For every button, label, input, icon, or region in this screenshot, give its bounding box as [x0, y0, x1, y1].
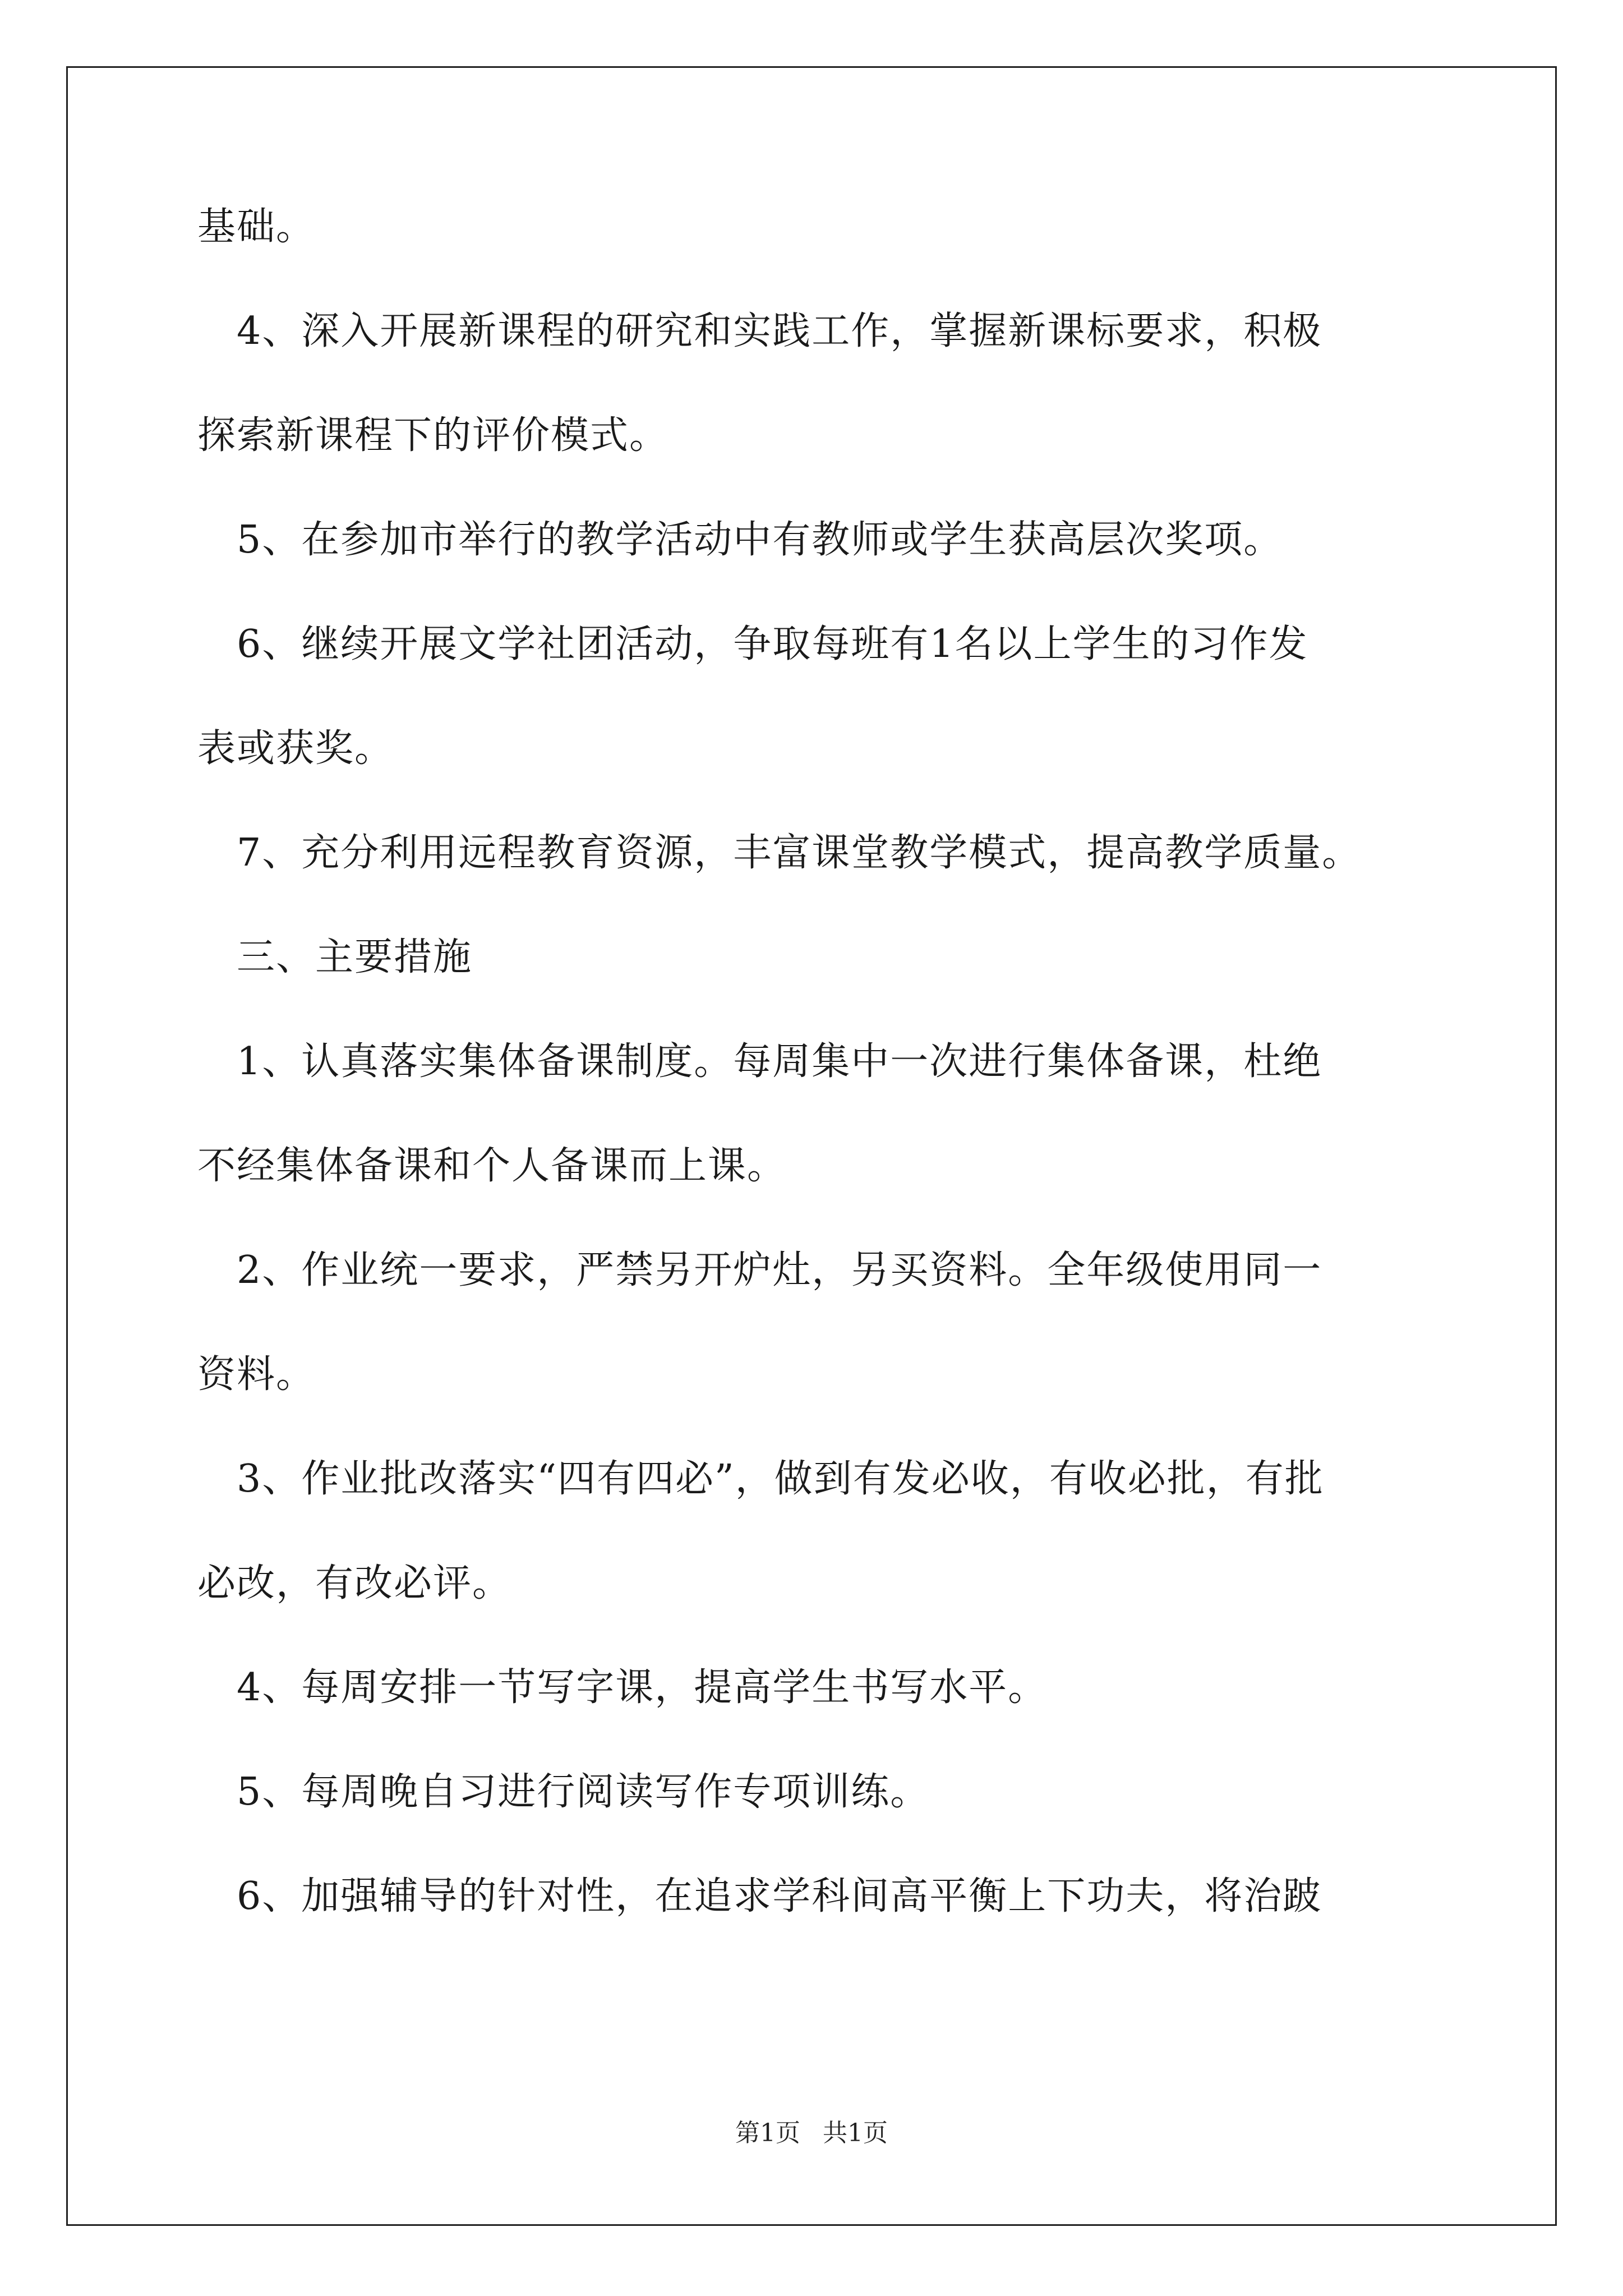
text-line: 5、每周晚自习进行阅读写作专项训练。 — [197, 1770, 930, 1814]
text-line: 2、作业统一要求，严禁另开炉灶，另买资料。全年级使用同一 — [197, 1248, 1322, 1292]
page-footer — [0, 2118, 1623, 2149]
text-line: 必改，有改必评。 — [197, 1561, 512, 1605]
text-line: 6、加强辅导的针对性，在追求学科间高平衡上下功夫，将治跛 — [197, 1874, 1322, 1918]
page-number: 第1页 — [735, 2119, 800, 2147]
section-heading: 三、主要措施 — [197, 935, 473, 979]
text-line: 探索新课程下的评价模式。 — [197, 413, 669, 458]
text-line: 4、每周安排一节写字课，提高学生书写水平。 — [197, 1665, 1048, 1710]
text-line: 5、在参加市举行的教学活动中有教师或学生获高层次奖项。 — [197, 518, 1283, 562]
page-total: 共1页 — [823, 2119, 888, 2147]
text-line: 表或获奖。 — [197, 726, 394, 771]
text-line: 基础。 — [197, 205, 316, 249]
text-line: 6、继续开展文学社团活动，争取每班有1名以上学生的习作发 — [197, 622, 1308, 666]
text-line: 4、深入开展新课程的研究和实践工作，掌握新课标要求，积极 — [197, 309, 1322, 353]
text-line: 不经集体备课和个人备课而上课。 — [197, 1144, 787, 1188]
text-line: 7、充分利用远程教育资源，丰富课堂教学模式，提高教学质量。 — [197, 831, 1362, 875]
text-line: 1、认真落实集体备课制度。每周集中一次进行集体备课，杜绝 — [197, 1039, 1322, 1084]
text-line: 资料。 — [197, 1352, 316, 1397]
text-line: 3、作业批改落实“四有四必”，做到有发必收，有收必批，有批 — [197, 1457, 1324, 1501]
